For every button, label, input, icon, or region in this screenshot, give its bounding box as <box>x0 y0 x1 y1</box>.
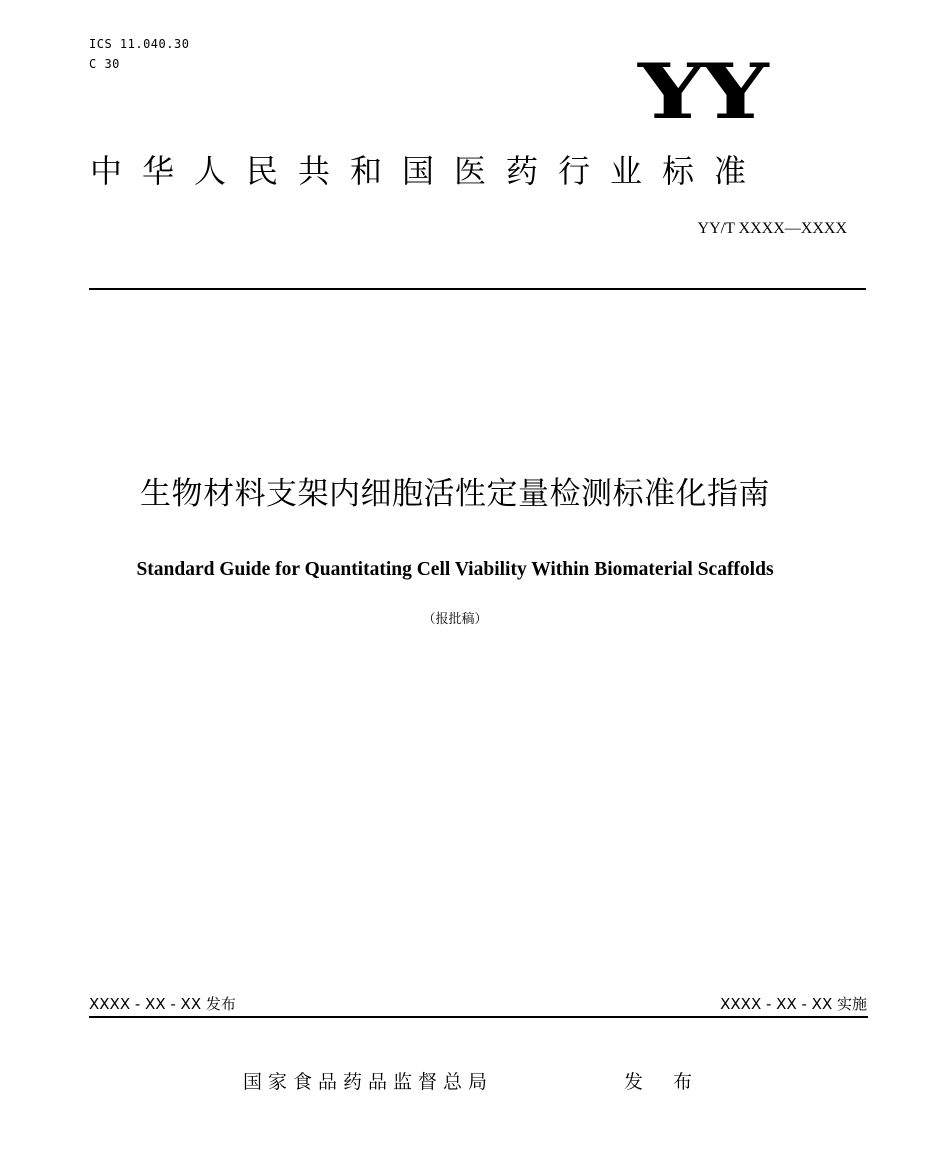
document-title-english: Standard Guide for Quantitating Cell Viability Within Biomaterial Scaffolds <box>136 559 774 580</box>
yy-logo: YY <box>638 47 764 136</box>
standard-number: YY/T XXXX—XXXX <box>697 220 847 237</box>
ccs-code: C 30 <box>89 57 120 71</box>
implementation-date: XXXX - XX - XX 实施 <box>720 995 867 1013</box>
publish-label: 发 布 <box>624 1071 705 1093</box>
document-title-chinese: 生物材料支架内细胞活性定量检测标准化指南 <box>140 476 770 512</box>
ics-code: ICS 11.040.30 <box>89 37 190 51</box>
footer-divider <box>89 1016 868 1018</box>
issue-date: XXXX - XX - XX 发布 <box>89 995 236 1013</box>
standard-name: 中华人民共和国医药行业标准 <box>90 152 767 190</box>
draft-status: （报批稿） <box>422 612 488 627</box>
publisher-name: 国家食品药品监督总局 <box>243 1071 494 1093</box>
header-divider <box>89 288 866 290</box>
ics-classification <box>89 34 189 74</box>
